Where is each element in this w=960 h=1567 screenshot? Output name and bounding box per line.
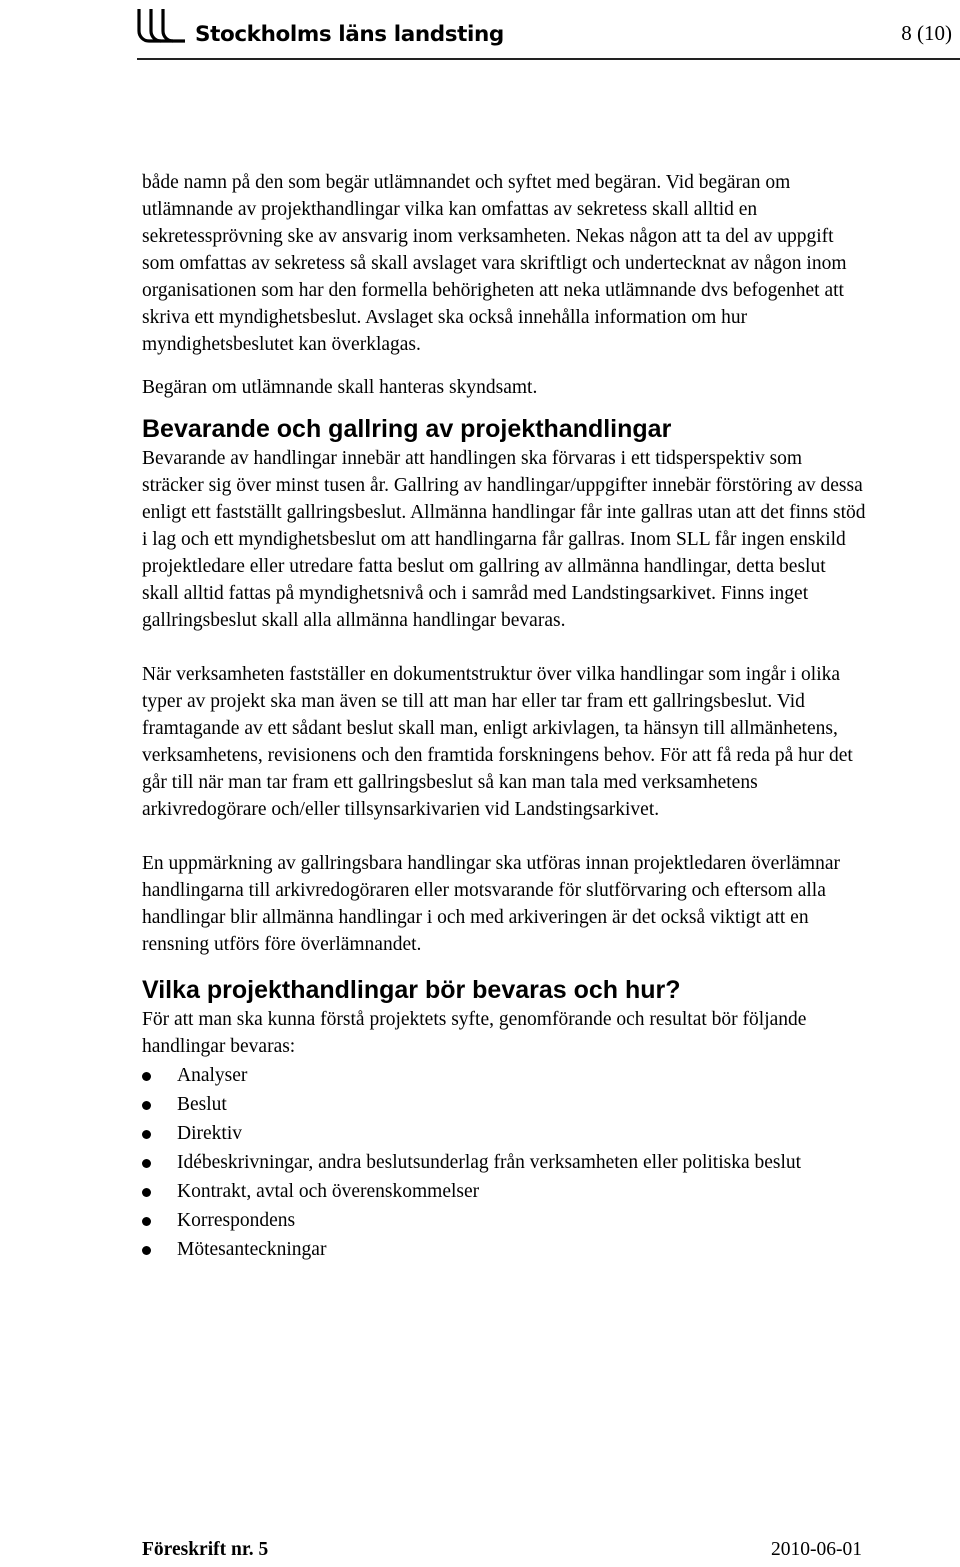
bullet-icon <box>142 1246 151 1255</box>
bullet-icon <box>142 1101 151 1110</box>
paragraph-request-confidentiality: både namn på den som begär utlämnandet och syftet med begäran. Vid begäran om utlämnande av projekthandlingar vilka kan omfattas av sekretess skall alltid en sekretessprövning ske av ansvarig inom verksamheten. Nekas någon att ta del av uppgift som omfattas av sekretess så skall avslaget vara skriftligt och undertecknat av någon inom organisationen som har den formella behörigheten att neka utlämnande dvs befogenhet att skriva ett myndighetsbeslut. Avslaget ska också innehålla information om hur myndighetsbeslutet kan överklagas. <box>142 172 847 355</box>
page-footer <box>142 1537 862 1567</box>
bullet-icon <box>142 1188 151 1197</box>
bullet-icon <box>142 1130 151 1139</box>
preserved-documents-list <box>142 1062 867 1263</box>
paragraph-document-structure: När verksamheten fastställer en dokumentstruktur över vilka handlingar som ingår i olika typer av projekt ska man även se till att man har eller tar fram ett gallringsbeslut. Vid framtagande av ett sådant beslut skall man, enligt arkivlagen, ta hänsyn till allmänhetens, verksamhetens, revisionens och den framtida forskningens behov. För att få reda på hur det går till när man tar fram ett gallringsbeslut så kan man tala med verksamhetens arkivredogörare och/eller tillsynsarkivarien vid Landstingsarkivet. <box>142 664 853 820</box>
section-heading-preservation: Bevarande och gallring av projekthandlingar <box>142 415 672 443</box>
list-item: Analyser <box>142 1062 867 1089</box>
header-divider <box>137 58 960 60</box>
page-number: 8 (10) <box>901 21 952 45</box>
organization-name: Stockholms läns landsting <box>195 22 504 47</box>
sll-logo-icon <box>137 5 189 45</box>
list-item: Beslut <box>142 1091 867 1118</box>
paragraph-preserve-intro: För att man ska kunna förstå projektets syfte, genomförande och resultat bör följande handlingar bevaras: <box>142 1009 807 1057</box>
paragraph-handle-promptly: Begäran om utlämnande skall hanteras skyndsamt. <box>142 377 538 398</box>
list-item: Idébeskrivningar, andra beslutsunderlag från verksamheten eller politiska beslut <box>142 1149 867 1176</box>
bullet-icon <box>142 1072 151 1081</box>
bullet-icon <box>142 1159 151 1168</box>
document-body <box>142 169 867 1263</box>
list-item: Korrespondens <box>142 1207 867 1234</box>
paragraph-preservation-definition: Bevarande av handlingar innebär att handlingen ska förvaras i ett tidsperspektiv som sträcker sig över minst tusen år. Gallring av handlingar/uppgifter innebär förstöring av dessa enligt ett fastställt gallringsbeslut. Allmänna handlingar får inte gallras utan att det finns stöd i lag och ett myndighetsbeslut om att handlingarna får gallras. Inom SLL får ingen enskild projektledare eller utredare fatta beslut om gallring av allmänna handlingar, detta beslut skall alltid fattas på myndighetsnivå och i samråd med Landstingsarkivet. Finns inget gallringsbeslut skall alla allmänna handlingar bevaras. <box>142 448 866 631</box>
paragraph-marking: En uppmärkning av gallringsbara handlingar ska utföras innan projektledaren överlämnar handlingarna till arkivredogöraren eller motsvarande för slutförvaring och eftersom alla handlingar blir allmänna handlingar i och med arkiveringen är det också viktigt att en rensning utförs före överlämnandet. <box>142 853 840 955</box>
list-item: Direktiv <box>142 1120 867 1147</box>
page-header <box>0 0 960 90</box>
document-date: 2010-06-01 <box>771 1539 862 1560</box>
bullet-icon <box>142 1217 151 1226</box>
regulation-number: Föreskrift nr. 5 <box>142 1539 269 1560</box>
list-item: Kontrakt, avtal och överenskommelser <box>142 1178 867 1205</box>
section-heading-what-to-preserve: Vilka projekthandlingar bör bevaras och hur? <box>142 976 681 1004</box>
list-item: Mötesanteckningar <box>142 1236 867 1263</box>
